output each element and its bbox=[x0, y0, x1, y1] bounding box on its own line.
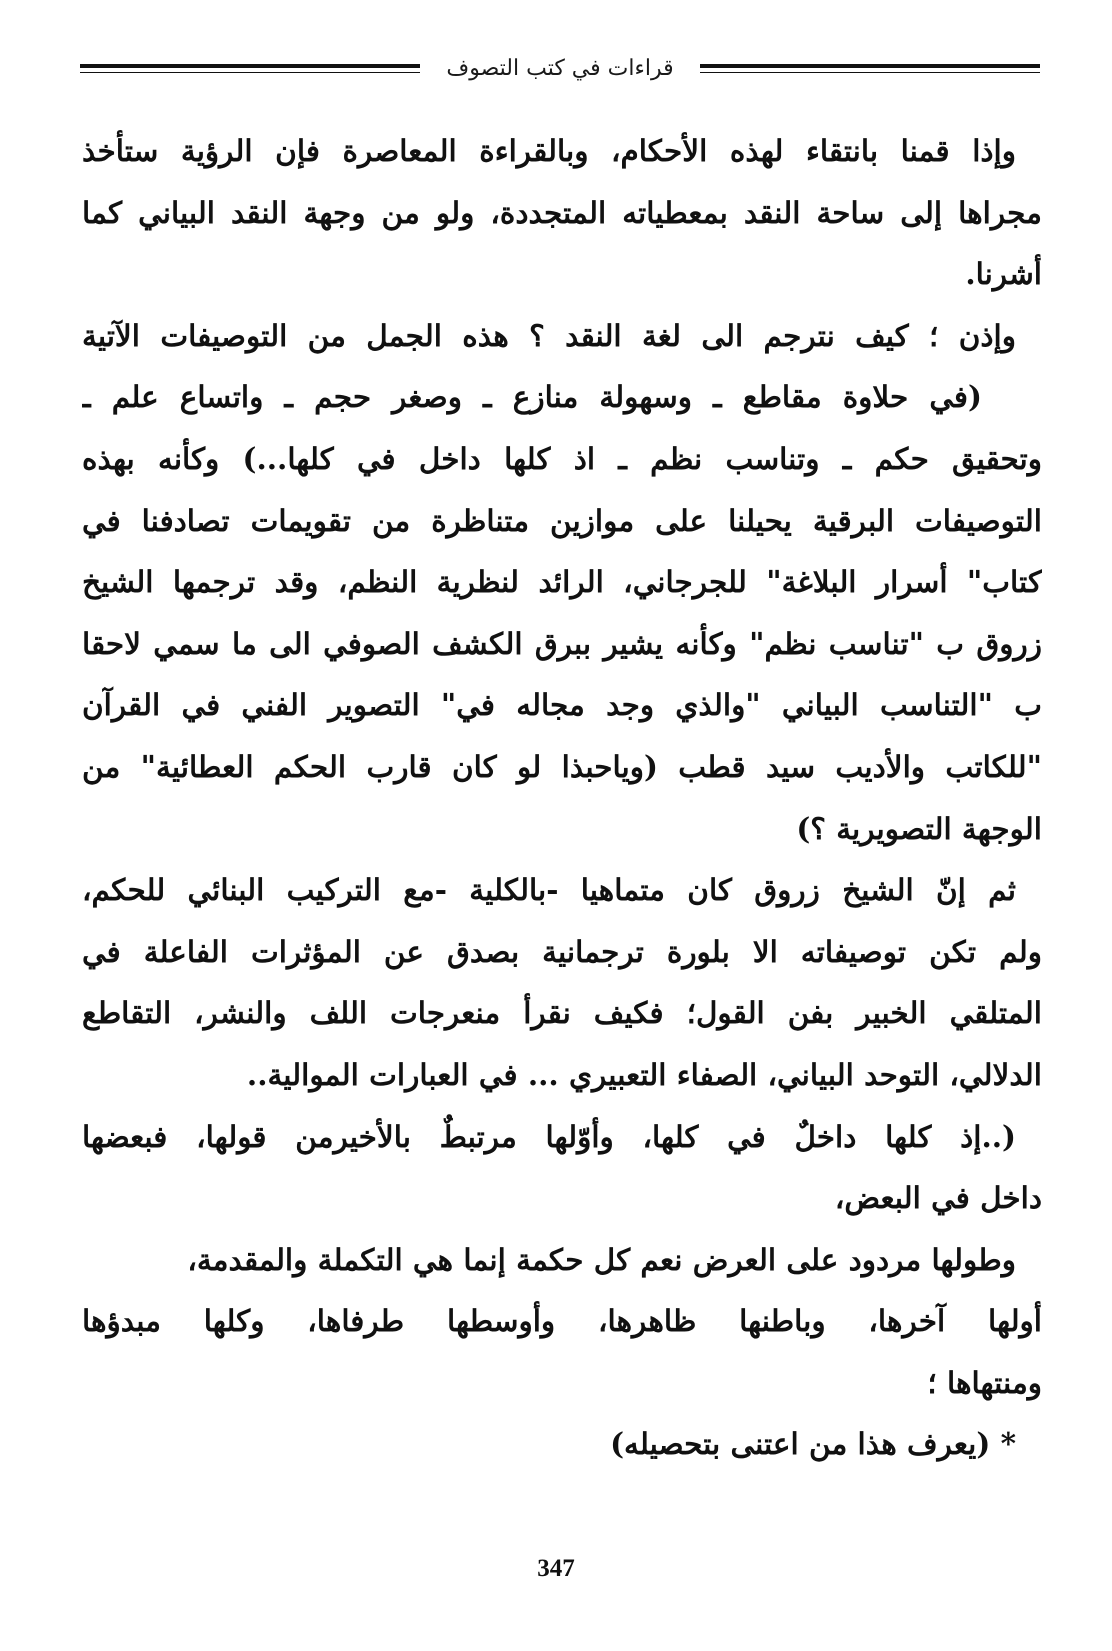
text-line: "للكاتب والأديب سيد قطب (وياحبذا لو كان قارب الحكم العطائية" من bbox=[82, 748, 1042, 784]
text-line: كتاب" أسرار البلاغة" للجرجاني، الرائد لنظرية النظم، وقد ترجمها الشيخ bbox=[82, 564, 1042, 600]
text-line: (..إذ كلها داخلٌ في كلها، وأوّلها مرتبطٌ بالأخيرمن قولها، فبعضها bbox=[82, 1118, 1016, 1154]
text-line: (في حلاوة مقاطع ـ وسهولة منازع ـ وصغر حجم ـ واتساع علم ـ bbox=[82, 379, 982, 415]
text-line: المتلقي الخبير بفن القول؛ فكيف نقرأ منعرجات اللف والنشر، التقاطع bbox=[82, 995, 1042, 1031]
text-line: داخل في البعض، bbox=[834, 1180, 1042, 1216]
text-line: وإذن ؛ كيف نترجم الى لغة النقد ؟ هذه الجمل من التوصيفات الآتية bbox=[82, 317, 1016, 353]
text-line: مجراها إلى ساحة النقد بمعطياته المتجددة، ولو من وجهة النقد البياني كما bbox=[82, 194, 1042, 230]
header-rule-right bbox=[700, 64, 1040, 73]
header-rule-left bbox=[80, 64, 420, 73]
text-line: أشرنا. bbox=[965, 256, 1042, 292]
body-text bbox=[82, 120, 1042, 1475]
text-line: ثم إنّ الشيخ زروق كان متماهيا -بالكلية -مع التركيب البنائي للحكم، bbox=[82, 872, 1016, 908]
text-line: ب "التناسب البياني "والذي وجد مجاله في" التصوير الفني في القرآن bbox=[82, 687, 1042, 723]
text-line: ولم تكن توصيفاته الا بلورة ترجمانية بصدق عن المؤثرات الفاعلة في bbox=[82, 933, 1042, 969]
text-line: ومنتهاها ؛ bbox=[927, 1364, 1042, 1400]
text-line: الدلالي، التوحد البياني، الصفاء التعبيري ... في العبارات الموالية.. bbox=[246, 1056, 1042, 1092]
text-line: أولها آخرها، وباطنها ظاهرها، وأوسطها طرفاها، وكلها مبدؤها bbox=[82, 1303, 1042, 1339]
page-number: 347 bbox=[537, 1555, 575, 1582]
text-line: زروق ب "تناسب نظم" وكأنه يشير ببرق الكشف الصوفي الى ما سمي لاحقا bbox=[82, 625, 1042, 661]
text-line: التوصيفات البرقية يحيلنا على موازين متناظرة من تقويمات تصادفنا في bbox=[82, 502, 1042, 538]
text-line: الوجهة التصويرية ؟) bbox=[796, 810, 1042, 846]
header-title: قراءات في كتب التصوف bbox=[446, 55, 674, 81]
text-line: وإذا قمنا بانتقاء لهذه الأحكام، وبالقراءة المعاصرة فإن الرؤية ستأخذ bbox=[82, 133, 1016, 168]
text-line: وطولها مردود على العرض نعم كل حكمة إنما هي التكملة والمقدمة، bbox=[187, 1241, 1016, 1277]
running-header bbox=[80, 48, 1040, 88]
text-line: وتحقيق حكم ـ وتناسب نظم ـ اذ كلها داخل في كلها...) وكأنه بهذه bbox=[82, 440, 1042, 476]
text-line: * (يعرف هذا من اعتنى بتحصيله) bbox=[610, 1426, 1016, 1462]
